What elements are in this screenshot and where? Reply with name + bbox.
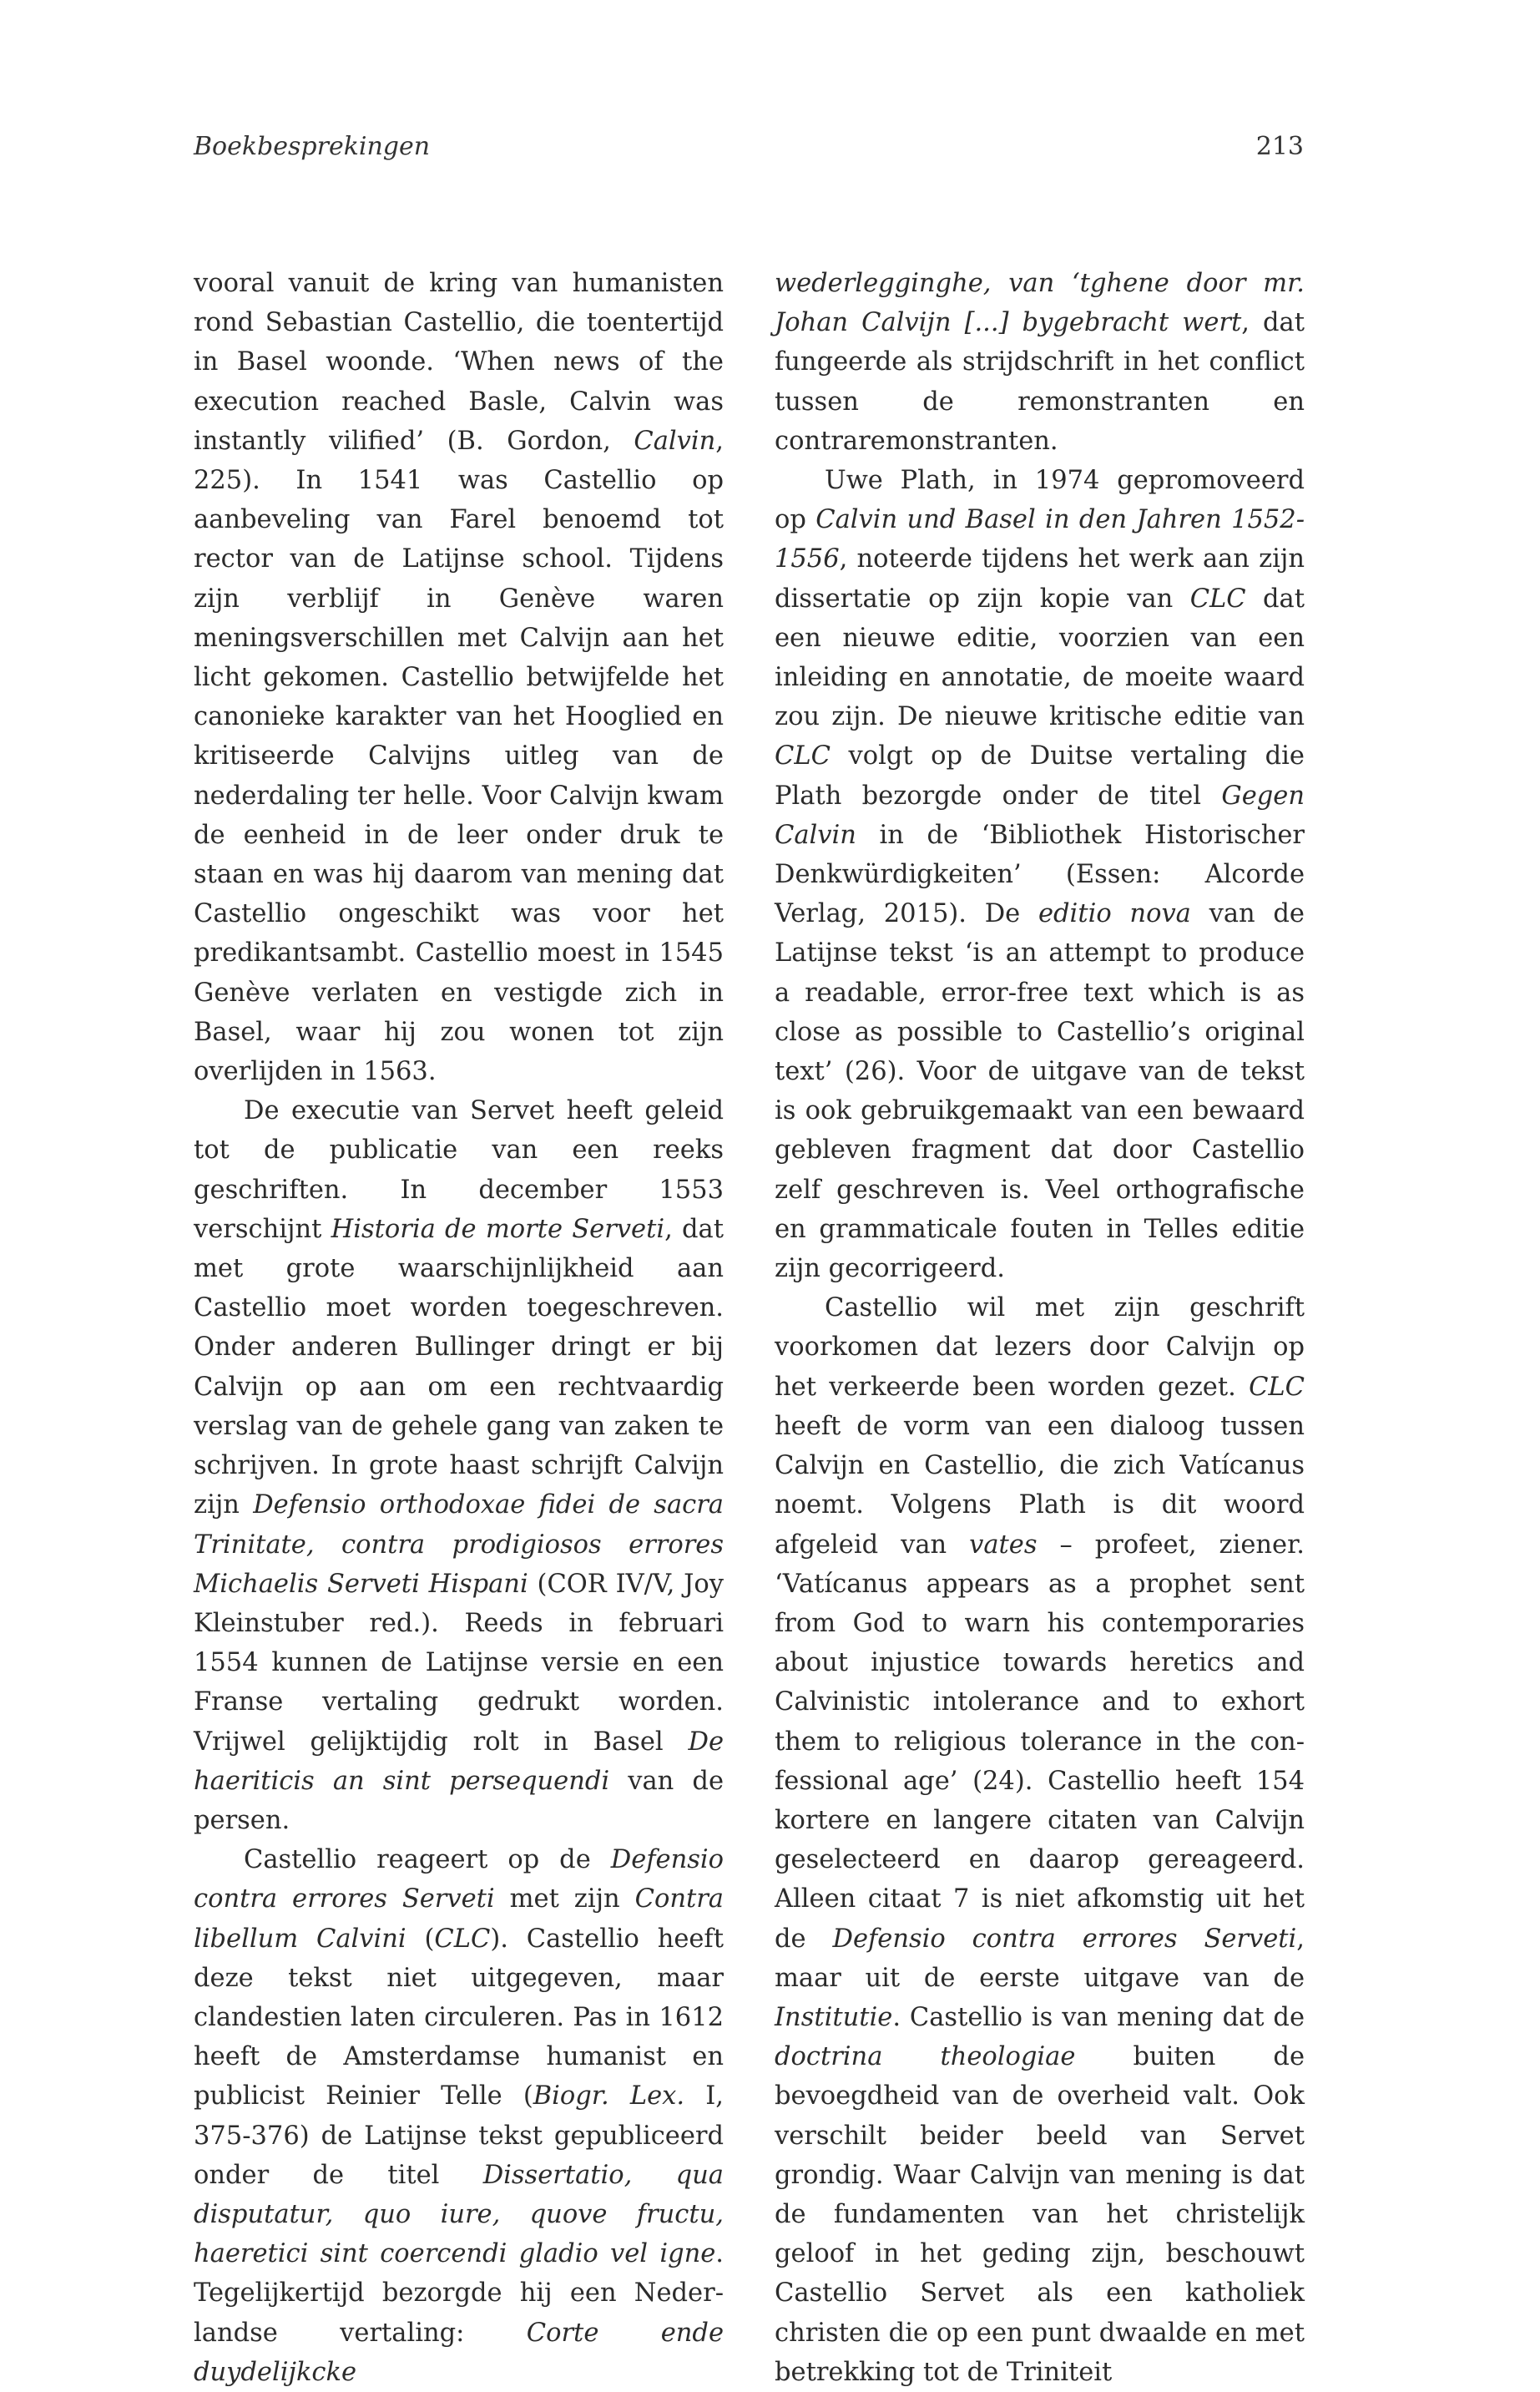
paragraph-1: vooral vanuit de kring van humanisten rond Sebastian Castellio, die toentertijd in Basel woonde. ‘When news of the execution reached Basle, Calvin was instantly vilified’ (B. Gordon, Calvin, 225). In 1541 was Castellio op aanbeveling van Farel benoemd tot rector van de Latijnse school. Tijdens zijn verblijf in Genève waren meningsverschillen met Calvijn aan het licht gekomen. Castellio betwijfelde het canonieke karakter van het Hooglied en kritiseerde Calvijns uitleg van de nederdaling ter helle. Voor Calvijn kwam de eenheid in de leer onder druk te staan en was hij daarom van mening dat Castellio ongeschikt was voor het predikantsambt. Castellio moest in 1545 Genève verlaten en vestigde zich in Basel, waar hij zou wonen tot zijn overlijden in 1563. bbox=[194, 269, 724, 1087]
paragraph-2: De executie van Servet heeft geleid tot de publicatie van een reeks geschriften. In december 1553 verschijnt Historia de morte Serveti, dat met grote waarschijnlijkheid aan Castellio moet worden toegeschreven. Onder anderen Bullinger dringt er bij Calvijn op aan om een rechtvaardig verslag van de gehele gang van zaken te schrijven. In grote haast schrijft Calvijn zijn Defensio orthodoxae fidei de sacra Trinitate, contra prodigiosos errores Michaelis Serveti Hispani (COR IV/V, Joy Kleinstuber red.). Reeds in februari 1554 kunnen de Latijnse versie en een Franse vertaling gedrukt worden. Vrijwel gelijktijdig rolt in Basel De haeriticis an sint persequendi van de persen. bbox=[194, 1096, 724, 1835]
paragraph-5: Uwe Plath, in 1974 gepromoveerd op Calvin und Basel in den Jahren 1552-1556, noteerde tijdens het werk aan zijn dissertatie op zijn kopie van CLC dat een nieuwe editie, voorzien van een inleiding en annotatie, de moeite waard zou zijn. De nieuwe kritische editie van CLC volgt op de Duitse vertaling die Plath bezorgde onder de titel Gegen Calvin in de ‘Bibliothek Historischer Denkwürdigkeiten’ (Essen: Alcorde Verlag, 2015). De editio nova van de Latijnse tekst ‘is an attempt to produce a readable, error-free text which is as close as possible to Castellio’s original text’ (26). Voor de uitgave van de tekst is ook gebruikgemaakt van een bewaard gebleven fragment dat door Castellio zelf geschreven is. Veel orthografische en grammaticale fouten in Telles editie zijn gecorrigeerd. bbox=[775, 466, 1305, 1284]
running-head bbox=[194, 130, 1304, 164]
left-column bbox=[194, 264, 724, 2392]
paragraph-3: Castellio reageert op de Defensio contra errores Serveti met zijn Contra libellum Calvini (CLC). Castellio heeft deze tekst niet uitgegeven, maar clandestien laten circuleren. Pas in 1612 heeft de Amsterdamse humanist en publicist Reinier Telle (Biogr. Lex. I, 375-376) de Latijnse tekst gepubliceerd onder de titel Dissertatio, qua disputatur, quo iure, quove fructu, haeretici sint coercendi gladio vel igne. Tegelijkertijd bezorgde hij een Nederlandse vertaling: Corte ende duydelijkcke bbox=[194, 1845, 725, 2387]
right-column bbox=[775, 264, 1305, 2392]
paragraph-4: wederlegginghe, van ‘tghene door mr. Johan Calvijn [...] bygebracht wert, dat fungeerde als strijdschrift in het conflict tussen de remonstranten en contraremonstranten. bbox=[775, 269, 1305, 456]
section-title: Boekbesprekingen bbox=[194, 132, 431, 161]
paragraph-6: Castellio wil met zijn geschrift voorkomen dat lezers door Calvijn op het verkeerde been worden gezet. CLC heeft de vorm van een dialoog tussen Calvijn en Castellio, die zich Vatícanus noemt. Volgens Plath is dit woord afgeleid van vates – profeet, ziener. ‘Vatícanus appears as a prophet sent from God to warn his contemporaries about injustice towards heretics and Calvinistic intolerance and to exhort them to religious tolerance in the confessional age’ (24). Castellio heeft 154 kortere en langere citaten van Calvijn geselecteerd en daarop gereageerd. Alleen citaat 7 is niet afkomstig uit het de Defensio contra errores Serveti, maar uit de eerste uitgave van de Institutie. Castellio is van mening dat de doctrina theologiae buiten de bevoegdheid van de overheid valt. Ook verschilt beider beeld van Servet grondig. Waar Calvijn van mening is dat de fundamenten van het christelijk geloof in het geding zijn, beschouwt Castellio Servet als een katholiek christen die op een punt dwaalde en met betrekking tot de Triniteit bbox=[775, 1293, 1305, 2387]
page-number: 213 bbox=[1255, 132, 1304, 161]
